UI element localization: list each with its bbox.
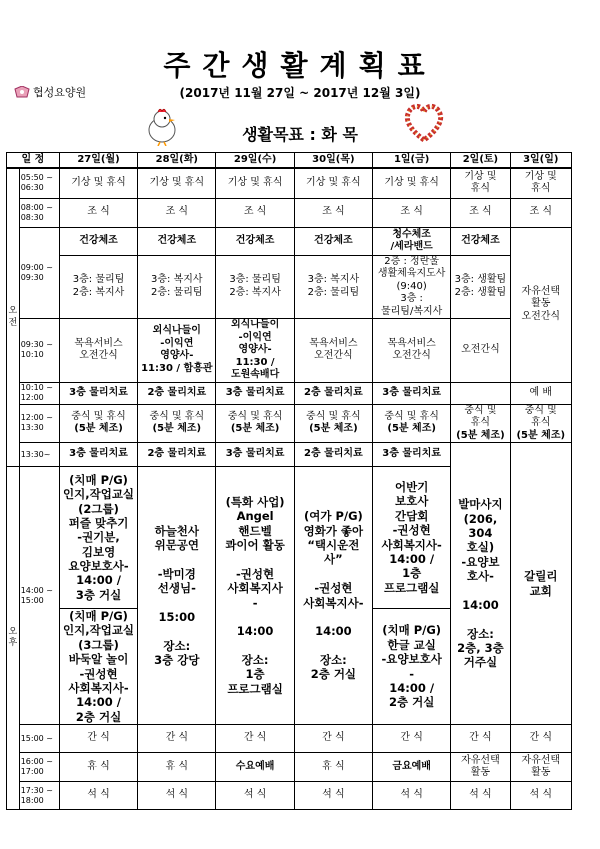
cell-worship: 수요예배 bbox=[216, 753, 294, 782]
day-header: 28일(화) bbox=[138, 153, 216, 169]
cell-snack: 간 식 bbox=[510, 725, 571, 753]
schedule-header: 일 정 bbox=[7, 153, 60, 169]
cell-breakfast: 조 식 bbox=[510, 198, 571, 227]
cell-therapy: 3층 물리치료 bbox=[216, 382, 294, 404]
life-goal: 생활목표 : 화 목 bbox=[242, 125, 358, 144]
cell-lunch: 중식 및 휴식 (5분 체조) bbox=[59, 404, 137, 443]
header-row bbox=[7, 153, 572, 169]
cell-exercise: 건강체조 bbox=[294, 227, 372, 255]
cell-wake: 기상 및 휴식 bbox=[294, 168, 372, 198]
cell-snack: 오전간식 bbox=[451, 319, 510, 383]
cell-program: (치매 P/G) 인지,작업교실 (2그룹) 퍼즐 맞추기 -권기분, 김보영 요양보호사- 14:00 / 3층 거실 bbox=[59, 467, 137, 609]
time-slot: 09:00 ~ 09:30 bbox=[19, 227, 59, 319]
cell-lunch: 중식 및 휴식 (5분 체조) bbox=[451, 404, 510, 443]
time-slot: 10:10 ~ 12:00 bbox=[19, 382, 59, 404]
cell-program: (특화 사업) Angel 핸드벨 콰이어 활동 -권성현 사회복지사 - 14:00 장소: 1층 프로그램실 bbox=[216, 467, 294, 725]
cell-breakfast: 조 식 bbox=[138, 198, 216, 227]
cell-snack: 간 식 bbox=[373, 725, 451, 753]
table-row bbox=[7, 168, 572, 198]
cell-rest: 자유선택 활동 bbox=[510, 753, 571, 782]
cell-snack: 간 식 bbox=[451, 725, 510, 753]
cell-empty bbox=[451, 382, 510, 404]
cell-program: (치매 P/G) 한글 교실 -요양보호사 - 14:00 / 2층 거실 bbox=[373, 609, 451, 725]
cell-breakfast: 조 식 bbox=[373, 198, 451, 227]
cell-rehab: 3층: 물리팀 2층: 복지사 bbox=[216, 255, 294, 319]
cell-therapy: 3층 물리치료 bbox=[216, 443, 294, 467]
cell-therapy: 3층 물리치료 bbox=[373, 382, 451, 404]
cell-rehab: 3층: 복지사 2층: 물리팀 bbox=[138, 255, 216, 319]
cell-dinner: 석 식 bbox=[510, 782, 571, 810]
time-slot: 14:00 ~ 15:00 bbox=[19, 467, 59, 725]
cell-snack: 간 식 bbox=[294, 725, 372, 753]
cell-dinner: 석 식 bbox=[373, 782, 451, 810]
cell-wake: 기상 및 휴식 bbox=[138, 168, 216, 198]
time-slot: 05:50 ~ 06:30 bbox=[19, 168, 59, 198]
time-slot: 08:00 ~ 08:30 bbox=[19, 198, 59, 227]
cell-exercise: 건강체조 bbox=[451, 227, 510, 255]
cell-breakfast: 조 식 bbox=[294, 198, 372, 227]
table-row bbox=[7, 319, 572, 383]
period-subtitle: (2017년 11월 27일 ~ 2017년 12월 3일) bbox=[179, 86, 421, 100]
table-row bbox=[7, 753, 572, 782]
cell-dinner: 석 식 bbox=[216, 782, 294, 810]
cell-therapy: 3층 물리치료 bbox=[59, 382, 137, 404]
cell-rehab: 2층 : 정란울 생활체육지도사 (9:40) 3층 : 물리팀/복지사 bbox=[373, 255, 451, 319]
weekly-schedule-table bbox=[6, 152, 572, 810]
cell-exercise: 건강체조 bbox=[138, 227, 216, 255]
day-header: 1일(금) bbox=[373, 153, 451, 169]
cell-breakfast: 조 식 bbox=[216, 198, 294, 227]
cell-wake: 기상 및 휴식 bbox=[59, 168, 137, 198]
time-slot: 17:30 ~ 18:00 bbox=[19, 782, 59, 810]
cell-outing: 외식나들이 -이익연 영양사- 11:30 / 도원속배다 bbox=[216, 319, 294, 383]
cell-therapy: 3층 물리치료 bbox=[373, 443, 451, 467]
cell-rest: 휴 식 bbox=[294, 753, 372, 782]
table-row bbox=[7, 725, 572, 753]
cell-exercise: 건강체조 bbox=[59, 227, 137, 255]
day-header: 2일(토) bbox=[451, 153, 510, 169]
cell-lunch: 중식 및 휴식 (5분 체조) bbox=[373, 404, 451, 443]
cell-therapy: 2층 물리치료 bbox=[294, 382, 372, 404]
cell-program: (여가 P/G) 영화가 좋아 “택시운전 사” -권성현 사회복지사- 14:00 장소: 2층 거실 bbox=[294, 467, 372, 725]
time-slot: 16:00 ~ 17:00 bbox=[19, 753, 59, 782]
cell-exercise: 건강체조 bbox=[216, 227, 294, 255]
cell-program: 발마사지 (206, 304 호실) -요양보 호사- 14:00 장소: 2층, 3층 거주실 bbox=[451, 443, 510, 725]
cell-exercise: 청수체조 /세라밴드 bbox=[373, 227, 451, 255]
cell-rest: 휴 식 bbox=[59, 753, 137, 782]
table-row bbox=[7, 443, 572, 467]
cell-dinner: 석 식 bbox=[138, 782, 216, 810]
cell-therapy: 2층 물리치료 bbox=[138, 382, 216, 404]
table-row bbox=[7, 382, 572, 404]
cell-worship: 예 배 bbox=[510, 382, 571, 404]
cell-rehab: 3층: 물리팀 2층: 복지사 bbox=[59, 255, 137, 319]
cell-rest: 휴 식 bbox=[138, 753, 216, 782]
cell-lunch: 중식 및 휴식 (5분 체조) bbox=[216, 404, 294, 443]
cell-wake: 기상 및 휴식 bbox=[373, 168, 451, 198]
table-row bbox=[7, 198, 572, 227]
cell-bath: 목욕서비스 오전간식 bbox=[59, 319, 137, 383]
day-header: 29일(수) bbox=[216, 153, 294, 169]
heart-wreath-icon bbox=[404, 100, 444, 144]
cell-snack: 간 식 bbox=[138, 725, 216, 753]
cell-breakfast: 조 식 bbox=[451, 198, 510, 227]
time-slot: 13:30~ bbox=[19, 443, 59, 467]
cell-wake: 기상 및 휴식 bbox=[451, 168, 510, 198]
cell-sunday-morning: 자유선택 활동 오전간식 bbox=[510, 227, 571, 382]
table-row bbox=[7, 255, 572, 319]
cell-program: 하늘천사 위문공연 -박미경 선생님- 15:00 장소: 3층 강당 bbox=[138, 467, 216, 725]
table-row bbox=[7, 404, 572, 443]
cell-therapy: 2층 물리치료 bbox=[294, 443, 372, 467]
cell-dinner: 석 식 bbox=[59, 782, 137, 810]
time-slot: 12:00 ~ 13:30 bbox=[19, 404, 59, 443]
org-name: 협성요양원 bbox=[14, 84, 86, 100]
cell-program: (치매 P/G) 인지,작업교실 (3그룹) 바둑알 놀이 -권성현 사회복지사- 14:00 / 2층 거실 bbox=[59, 609, 137, 725]
cell-worship: 금요예배 bbox=[373, 753, 451, 782]
cell-dinner: 석 식 bbox=[294, 782, 372, 810]
cell-breakfast: 조 식 bbox=[59, 198, 137, 227]
cell-rest: 자유선택 활동 bbox=[451, 753, 510, 782]
afternoon-session-label: 오 후 bbox=[7, 467, 20, 810]
table-row bbox=[7, 782, 572, 810]
table-row bbox=[7, 227, 572, 255]
cell-lunch: 중식 및 휴식 (5분 체조) bbox=[510, 404, 571, 443]
cell-outing: 외식나들이 -이익연 영양사- 11:30 / 함흥관 bbox=[138, 319, 216, 383]
cell-lunch: 중식 및 휴식 (5분 체조) bbox=[294, 404, 372, 443]
time-slot: 09:30 ~ 10:10 bbox=[19, 319, 59, 383]
cell-bath: 목욕서비스 오전간식 bbox=[294, 319, 372, 383]
cell-lunch: 중식 및 휴식 (5분 체조) bbox=[138, 404, 216, 443]
day-header: 27일(월) bbox=[59, 153, 137, 169]
cell-therapy: 3층 물리치료 bbox=[59, 443, 137, 467]
cell-program: 어반기 보호사 간담회 -권성현 사회복지사- 14:00 / 1층 프로그램실 bbox=[373, 467, 451, 609]
day-header: 3일(일) bbox=[510, 153, 571, 169]
cell-wake: 기상 및 휴식 bbox=[510, 168, 571, 198]
cell-bath: 목욕서비스 오전간식 bbox=[373, 319, 451, 383]
time-slot: 15:00 ~ bbox=[19, 725, 59, 753]
cell-snack: 간 식 bbox=[59, 725, 137, 753]
page-title: 주간생활계획표 bbox=[163, 49, 437, 82]
cell-rehab: 3층: 생활팀 2층: 생활팀 bbox=[451, 255, 510, 319]
cell-program: 갈릴리 교회 bbox=[510, 443, 571, 725]
cell-snack: 간 식 bbox=[216, 725, 294, 753]
morning-session-label: 오 전 bbox=[7, 168, 20, 467]
cell-therapy: 2층 물리치료 bbox=[138, 443, 216, 467]
cell-wake: 기상 및 휴식 bbox=[216, 168, 294, 198]
cell-dinner: 석 식 bbox=[451, 782, 510, 810]
cell-rehab: 3층: 복지사 2층: 물리팀 bbox=[294, 255, 372, 319]
day-header: 30일(목) bbox=[294, 153, 372, 169]
